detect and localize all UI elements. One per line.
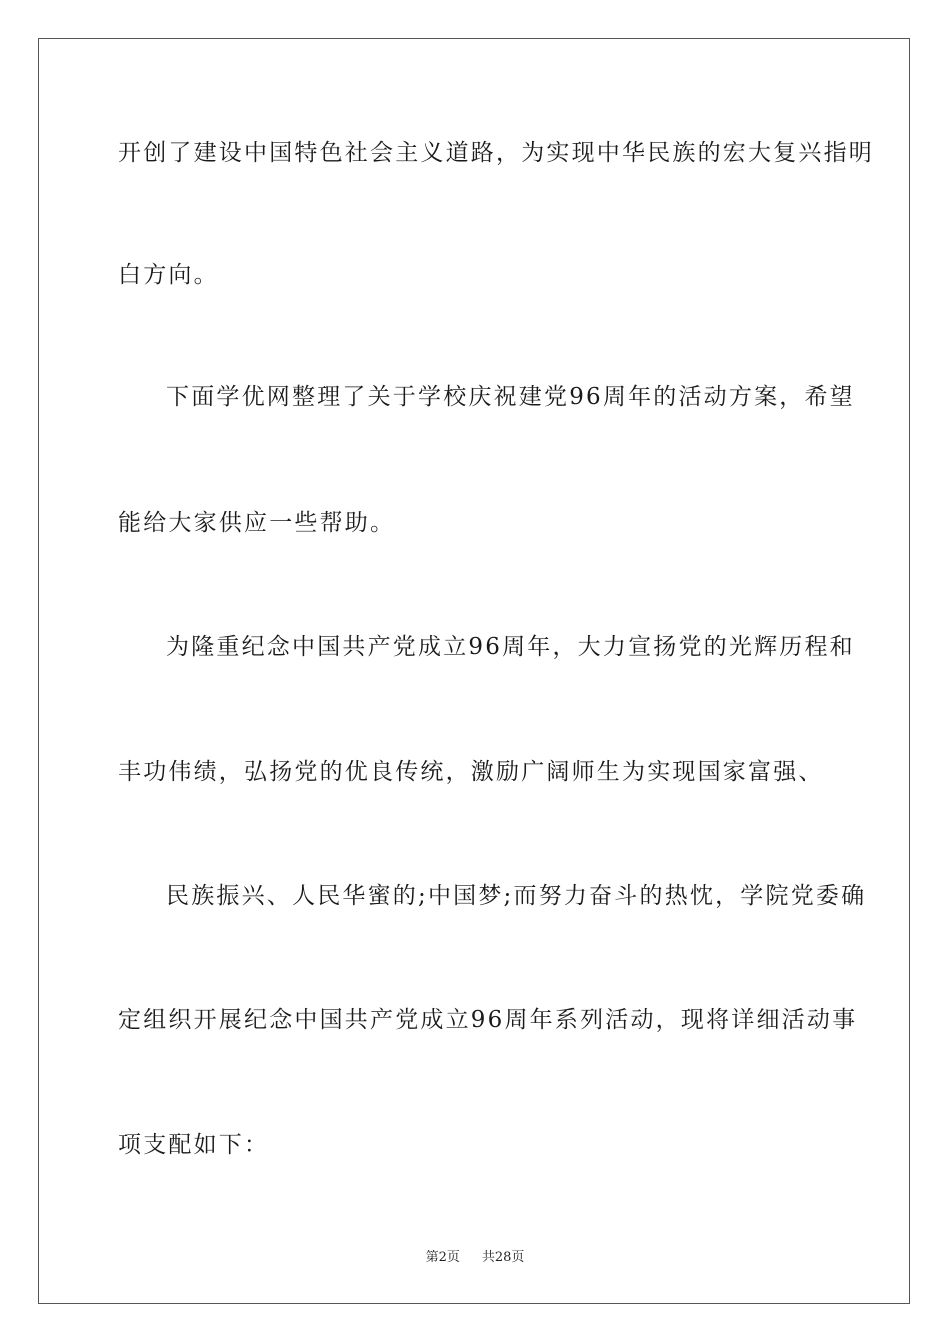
page-total: 共28页	[481, 1250, 525, 1265]
text-line-1: 开创了建设中国特色社会主义道路，为实现中华民族的宏大复兴指明	[118, 140, 874, 166]
page-footer	[0, 1249, 950, 1267]
page-number: 第2页	[425, 1250, 460, 1265]
text-line-4: 能给大家供应一些帮助。	[118, 510, 396, 536]
text-line-6: 丰功伟绩，弘扬党的优良传统，激励广阔师生为实现国家富强、	[118, 759, 824, 785]
text-line-9: 项支配如下：	[118, 1132, 270, 1158]
text-line-2: 白方向。	[118, 262, 219, 288]
text-line-5: 为隆重纪念中国共产党成立96周年，大力宣扬党的光辉历程和	[166, 634, 855, 660]
text-line-8: 定组织开展纪念中国共产党成立96周年系列活动，现将详细活动事	[118, 1007, 858, 1033]
text-line-7: 民族振兴、人民华蜜的;中国梦;而努力奋斗的热忱，学院党委确	[166, 883, 867, 909]
text-line-3: 下面学优网整理了关于学校庆祝建党96周年的活动方案，希望	[166, 384, 855, 410]
page-border	[38, 38, 910, 1304]
